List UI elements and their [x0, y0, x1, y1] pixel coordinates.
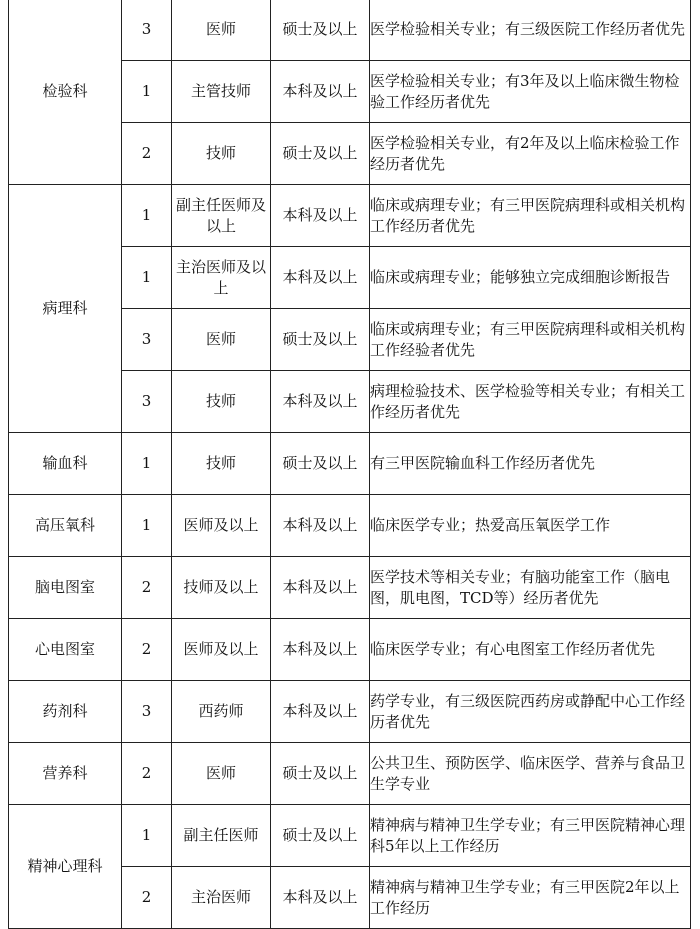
- post-cell: 技师: [172, 433, 271, 495]
- headcount-cell: 1: [122, 185, 172, 247]
- headcount-cell: 3: [122, 371, 172, 433]
- department-name: 病理科: [9, 185, 122, 433]
- education-cell: 本科及以上: [271, 247, 370, 309]
- headcount-cell: 3: [122, 681, 172, 743]
- education-cell: 本科及以上: [271, 185, 370, 247]
- headcount-cell: 1: [122, 805, 172, 867]
- department-name: 脑电图室: [9, 557, 122, 619]
- table-row: [9, 619, 691, 681]
- department-name: 药剂科: [9, 681, 122, 743]
- post-cell: 技师: [172, 123, 271, 185]
- department-name: 精神心理科: [9, 805, 122, 929]
- post-cell: 医师: [172, 743, 271, 805]
- post-cell: 医师: [172, 309, 271, 371]
- requirement-cell: 医学检验相关专业；有3年及以上临床微生物检验工作经历者优先: [370, 61, 691, 123]
- requirement-cell: 临床或病理专业；有三甲医院病理科或相关机构工作经验者优先: [370, 309, 691, 371]
- post-cell: 医师及以上: [172, 619, 271, 681]
- post-cell: 医师: [172, 0, 271, 61]
- education-cell: 本科及以上: [271, 681, 370, 743]
- education-cell: 硕士及以上: [271, 805, 370, 867]
- requirement-cell: 病理检验技术、医学检验等相关专业；有相关工作经历者优先: [370, 371, 691, 433]
- table-row: [9, 495, 691, 557]
- education-cell: 本科及以上: [271, 61, 370, 123]
- department-name: 营养科: [9, 743, 122, 805]
- education-cell: 硕士及以上: [271, 309, 370, 371]
- headcount-cell: 3: [122, 0, 172, 61]
- headcount-cell: 1: [122, 247, 172, 309]
- headcount-cell: 2: [122, 123, 172, 185]
- headcount-cell: 2: [122, 557, 172, 619]
- post-cell: 主治医师及以上: [172, 247, 271, 309]
- headcount-cell: 3: [122, 309, 172, 371]
- education-cell: 本科及以上: [271, 867, 370, 929]
- recruitment-table: [8, 0, 691, 929]
- education-cell: 本科及以上: [271, 371, 370, 433]
- requirement-cell: 精神病与精神卫生学专业；有三甲医院精神心理科5年以上工作经历: [370, 805, 691, 867]
- requirement-cell: 医学检验相关专业，有2年及以上临床检验工作经历者优先: [370, 123, 691, 185]
- requirement-cell: 有三甲医院输血科工作经历者优先: [370, 433, 691, 495]
- department-name: 高压氧科: [9, 495, 122, 557]
- table-row: [9, 0, 691, 61]
- post-cell: 技师: [172, 371, 271, 433]
- headcount-cell: 2: [122, 867, 172, 929]
- post-cell: 主治医师: [172, 867, 271, 929]
- headcount-cell: 2: [122, 619, 172, 681]
- education-cell: 硕士及以上: [271, 743, 370, 805]
- post-cell: 主管技师: [172, 61, 271, 123]
- post-cell: 副主任医师及以上: [172, 185, 271, 247]
- department-name: 检验科: [9, 0, 122, 185]
- table-row: [9, 557, 691, 619]
- requirement-cell: 临床或病理专业；有三甲医院病理科或相关机构工作经历者优先: [370, 185, 691, 247]
- post-cell: 技师及以上: [172, 557, 271, 619]
- education-cell: 硕士及以上: [271, 433, 370, 495]
- table-row: [9, 743, 691, 805]
- post-cell: 副主任医师: [172, 805, 271, 867]
- department-name: 心电图室: [9, 619, 122, 681]
- education-cell: 本科及以上: [271, 557, 370, 619]
- headcount-cell: 1: [122, 433, 172, 495]
- requirement-cell: 临床医学专业；有心电图室工作经历者优先: [370, 619, 691, 681]
- post-cell: 西药师: [172, 681, 271, 743]
- headcount-cell: 1: [122, 495, 172, 557]
- requirement-cell: 公共卫生、预防医学、临床医学、营养与食品卫生学专业: [370, 743, 691, 805]
- headcount-cell: 2: [122, 743, 172, 805]
- requirement-cell: 临床医学专业；热爱高压氧医学工作: [370, 495, 691, 557]
- requirement-cell: 药学专业，有三级医院西药房或静配中心工作经历者优先: [370, 681, 691, 743]
- requirement-cell: 临床或病理专业；能够独立完成细胞诊断报告: [370, 247, 691, 309]
- post-cell: 医师及以上: [172, 495, 271, 557]
- education-cell: 硕士及以上: [271, 0, 370, 61]
- table-row: [9, 681, 691, 743]
- table-row: [9, 185, 691, 247]
- education-cell: 本科及以上: [271, 619, 370, 681]
- requirement-cell: 医学技术等相关专业；有脑功能室工作（脑电图，肌电图，TCD等）经历者优先: [370, 557, 691, 619]
- department-name: 输血科: [9, 433, 122, 495]
- headcount-cell: 1: [122, 61, 172, 123]
- requirement-cell: 精神病与精神卫生学专业；有三甲医院2年以上工作经历: [370, 867, 691, 929]
- education-cell: 本科及以上: [271, 495, 370, 557]
- education-cell: 硕士及以上: [271, 123, 370, 185]
- table-row: [9, 805, 691, 867]
- table-row: [9, 433, 691, 495]
- requirement-cell: 医学检验相关专业；有三级医院工作经历者优先: [370, 0, 691, 61]
